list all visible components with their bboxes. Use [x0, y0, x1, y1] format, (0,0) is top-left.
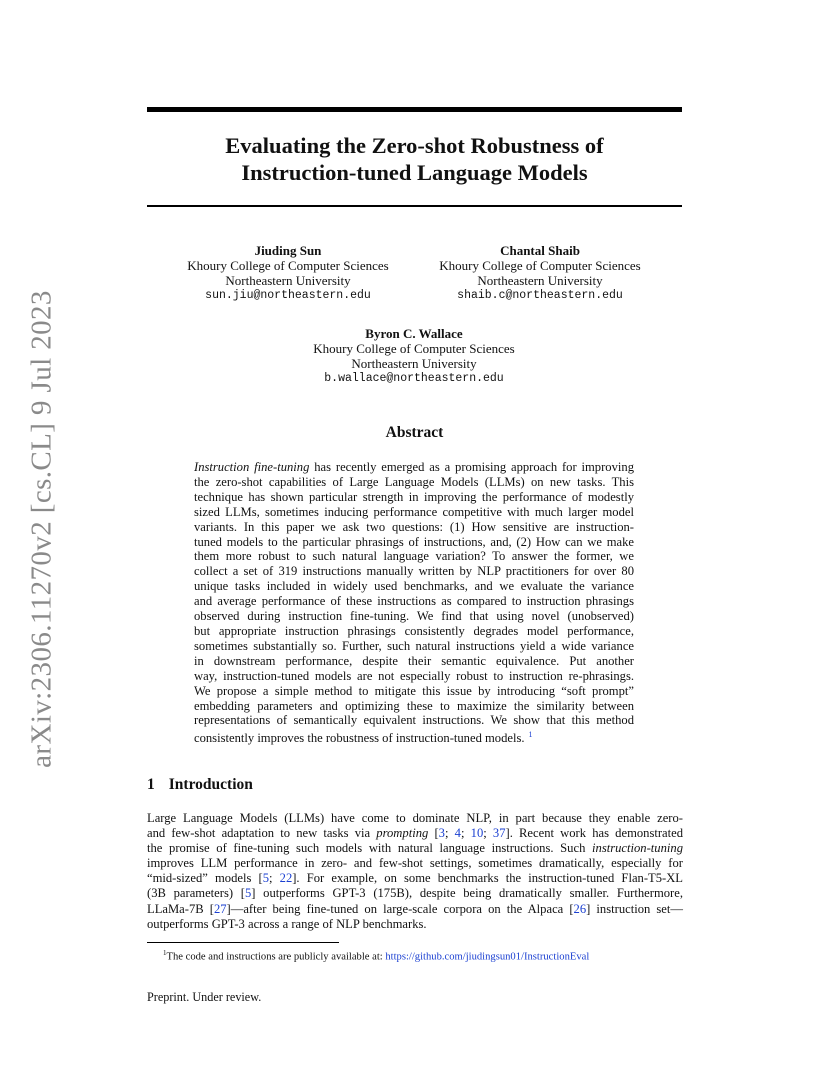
citation-link[interactable]: 37	[492, 826, 506, 841]
paragraph-line	[147, 917, 683, 932]
abstract-text: but appropriate instruction phrasings consistently degrades model performance,	[194, 623, 634, 638]
abstract-line	[194, 684, 634, 699]
paragraph-text: “mid-sized” models [	[147, 871, 263, 886]
introduction-paragraph	[147, 811, 683, 932]
paragraph-line	[147, 902, 683, 917]
author-block	[420, 243, 660, 303]
abstract-text: tuned models to the particular phrasings of instructions, and, (2) How can we make	[194, 534, 634, 549]
paragraph-line	[147, 811, 683, 826]
footnote-link[interactable]: https://github.com/jiudingsun01/InstructionEval	[385, 951, 590, 963]
author-university: Northeastern University	[351, 356, 477, 371]
paragraph-line	[147, 886, 683, 901]
citation-link[interactable]: 22	[279, 871, 293, 886]
citation-link[interactable]: 27	[213, 901, 227, 916]
abstract-text: the zero-shot capabilities of Large Language Models (LLMs) on new tasks. This	[194, 474, 634, 489]
paragraph-text: (3B parameters) [	[147, 886, 245, 901]
paragraph-text: ]. For example, on some benchmarks the instruction-tuned Flan-T5-XL	[292, 871, 683, 886]
abstract-heading: Abstract	[385, 424, 444, 441]
abstract-text: in downstream performance, despite their semantic equivalence. Put another	[194, 653, 634, 668]
abstract-text: collect a set of 319 instructions manually written by NLP practitioners for over 80	[194, 564, 634, 579]
abstract-line	[194, 669, 634, 684]
paragraph-text: [	[428, 826, 439, 841]
footnote	[163, 947, 589, 964]
paragraph-text: improves LLM performance in zero- and few-shot settings, sometimes dramatically, especially for	[147, 856, 683, 871]
author-affiliation: Khoury College of Computer Sciences	[313, 341, 515, 356]
abstract-text: consistently improves the robustness of instruction-tuned models.	[194, 731, 525, 746]
abstract-line	[194, 505, 634, 520]
citation-link[interactable]: 3	[438, 826, 445, 841]
abstract-line	[194, 654, 634, 669]
abstract-body	[194, 460, 634, 746]
citation-link[interactable]: 5	[262, 871, 269, 886]
author-university: Northeastern University	[477, 273, 603, 288]
abstract-text: representations of semantically equivalent instructions. We show that this method	[194, 713, 634, 728]
footnote-mark: 1	[163, 949, 167, 957]
abstract-text: them more robust to such natural language variation? To answer the former, we	[194, 549, 634, 564]
abstract-text: We propose a simple method to mitigate this issue by introducing “soft prompt”	[194, 683, 634, 698]
paragraph-text: ;	[444, 826, 455, 841]
paragraph-line	[147, 856, 683, 871]
abstract-text: and average performance of these instructions as compared to instruction phrasings	[194, 594, 634, 609]
paragraph-line	[147, 871, 683, 886]
paragraph-text: the promise of fine-tuning such models with natural language instructions. Such	[147, 841, 593, 856]
section-heading	[147, 776, 253, 794]
abstract-text: technique has shown particular strength in improving the performance of modestly	[194, 489, 634, 504]
preprint-notice: Preprint. Under review.	[147, 990, 262, 1004]
footnote-reference[interactable]: 1	[528, 730, 533, 740]
author-email: shaib.c@northeastern.edu	[457, 289, 623, 302]
paragraph-text: outperforms GPT-3 across a range of NLP benchmarks.	[147, 916, 427, 931]
abstract-line	[194, 475, 634, 490]
footnote-rule	[147, 942, 339, 943]
paragraph-line	[147, 826, 683, 841]
author-name: Jiuding Sun	[254, 243, 322, 258]
author-email: sun.jiu@northeastern.edu	[205, 289, 371, 302]
paragraph-text: and few-shot adaptation to new tasks via	[147, 826, 377, 841]
paragraph-text: ;	[269, 871, 280, 886]
author-name: Chantal Shaib	[500, 243, 580, 258]
section-title: Introduction	[168, 776, 253, 793]
abstract-text: sized LLMs, sometimes inducing performance competitive with much larger model	[194, 504, 634, 519]
title-line: Evaluating the Zero-shot Robustness of	[225, 133, 604, 158]
abstract-line	[194, 460, 634, 475]
author-affiliation: Khoury College of Computer Sciences	[187, 258, 389, 273]
title-bottom-rule	[147, 205, 682, 207]
abstract-line	[194, 728, 634, 746]
paragraph-text: ]—after being fine-tuned on large-scale corpora on the Alpaca [	[226, 901, 574, 916]
author-affiliation: Khoury College of Computer Sciences	[439, 258, 641, 273]
abstract-line	[194, 490, 634, 505]
abstract-text: variants. In this paper we ask two questions: (1) How sensitive are instruction-	[194, 519, 634, 534]
abstract-text: observed during instruction fine-tuning. We find that using novel (unobserved)	[194, 609, 634, 624]
abstract-text: way, instruction-tuned models are not especially robust to instruction re-phrasings.	[194, 668, 634, 683]
abstract-text: unique tasks included in widely used benchmarks, and we evaluate the variance	[194, 579, 634, 594]
paragraph-text: ]. Recent work has demonstrated	[505, 826, 684, 841]
emphasized-text: prompting	[376, 826, 429, 841]
abstract-line	[194, 624, 634, 639]
abstract-line	[194, 564, 634, 579]
paragraph-text: ;	[460, 826, 471, 841]
abstract-emphasis: Instruction fine-tuning	[194, 460, 310, 474]
author-block	[168, 243, 408, 303]
arxiv-identifier: arXiv:2306.11270v2 [cs.CL] 9 Jul 2023	[25, 290, 58, 768]
paragraph-line	[147, 841, 683, 856]
author-university: Northeastern University	[225, 273, 351, 288]
abstract-text: embedding parameters and optimizing these to maximize the similarity between	[194, 698, 634, 713]
abstract-line	[194, 520, 634, 535]
title-top-rule	[147, 107, 682, 112]
abstract-line	[194, 639, 634, 654]
paragraph-text: ] outperforms GPT-3 (175B), despite being dramatically smaller. Furthermore,	[251, 886, 683, 901]
paper-title	[147, 132, 682, 186]
title-line: Instruction-tuned Language Models	[241, 160, 588, 185]
abstract-line	[194, 609, 634, 624]
citation-link[interactable]: 10	[470, 826, 484, 841]
section-number: 1	[147, 776, 155, 793]
abstract-text: has recently emerged as a promising approach for improving	[309, 460, 634, 474]
emphasized-text: instruction-tuning	[592, 841, 683, 856]
footnote-text: The code and instructions are publicly available at:	[166, 951, 386, 963]
paragraph-text: LLaMa-7B [	[147, 901, 214, 916]
abstract-line	[194, 535, 634, 550]
abstract-line	[194, 699, 634, 714]
paragraph-text: ;	[483, 826, 493, 841]
abstract-line	[194, 549, 634, 564]
author-email: b.wallace@northeastern.edu	[324, 372, 504, 385]
abstract-line	[194, 579, 634, 594]
abstract-line	[194, 713, 634, 728]
citation-link[interactable]: 5	[244, 886, 252, 901]
abstract-text: sometimes substantially so. Further, such natural instructions yield a wide variance	[194, 638, 634, 653]
author-name: Byron C. Wallace	[365, 326, 463, 341]
citation-link[interactable]: 26	[573, 901, 587, 916]
abstract-line	[194, 594, 634, 609]
paragraph-text: Large Language Models (LLMs) have come to dominate NLP, in part because they enable zero-	[147, 811, 683, 825]
citation-link[interactable]: 4	[454, 826, 461, 841]
author-block	[294, 326, 534, 386]
paragraph-text: ] instruction set—	[586, 901, 683, 916]
